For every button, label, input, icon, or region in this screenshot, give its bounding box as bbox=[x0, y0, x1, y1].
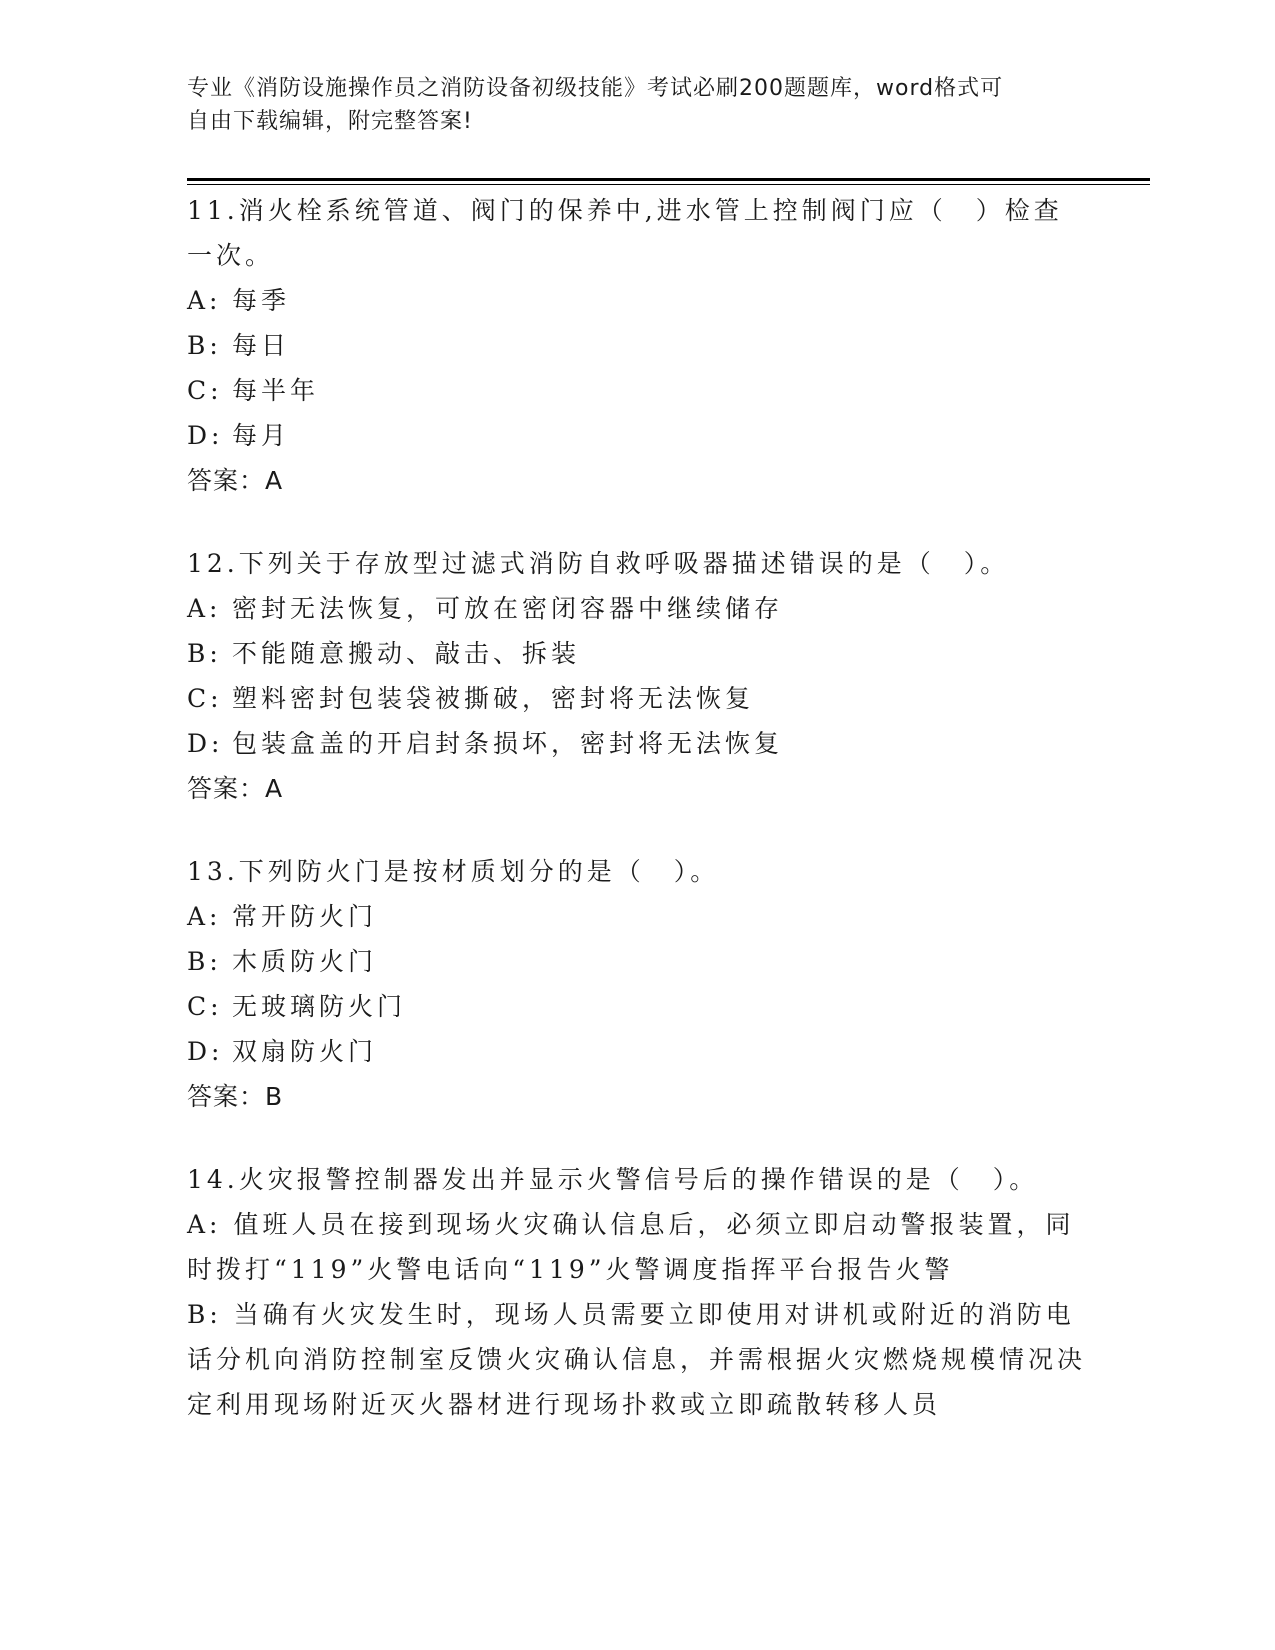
option-text: 每日 bbox=[232, 331, 291, 360]
option-letter: D: bbox=[187, 729, 224, 758]
option-text: 每月 bbox=[232, 421, 291, 450]
question-14 bbox=[187, 1157, 1087, 1427]
option-d bbox=[187, 721, 1087, 766]
option-letter: B: bbox=[187, 331, 222, 360]
option-text: 每半年 bbox=[232, 376, 320, 405]
header-title-line-1: 专业《消防设施操作员之消防设备初级技能》考试必刷200题题库，word格式可 bbox=[187, 76, 1004, 101]
option-b bbox=[187, 939, 1087, 984]
option-text: 不能随意搬动、敲击、拆装 bbox=[232, 639, 581, 668]
option-letter: D: bbox=[187, 421, 224, 450]
option-a bbox=[187, 894, 1087, 939]
question-12 bbox=[187, 541, 1087, 811]
option-text: 双扇防火门 bbox=[232, 1037, 378, 1066]
option-a bbox=[187, 1202, 1087, 1292]
option-text: 木质防火门 bbox=[232, 947, 378, 976]
option-b bbox=[187, 323, 1087, 368]
option-text: 常开防火门 bbox=[232, 902, 378, 931]
question-11 bbox=[187, 188, 1087, 503]
header-title-line-2: 自由下载编辑，附完整答案! bbox=[187, 109, 473, 134]
option-letter: A: bbox=[187, 594, 222, 623]
question-list bbox=[187, 188, 1087, 1465]
option-text: 每季 bbox=[232, 286, 291, 315]
option-text: 密封无法恢复，可放在密闭容器中继续储存 bbox=[232, 594, 784, 623]
option-letter: A: bbox=[187, 902, 222, 931]
option-text: 无玻璃防火门 bbox=[232, 992, 407, 1021]
option-letter: D: bbox=[187, 1037, 224, 1066]
question-stem: 12.下列关于存放型过滤式消防自救呼吸器描述错误的是（ ）。 bbox=[187, 549, 1010, 578]
option-letter: B: bbox=[187, 947, 222, 976]
document-header bbox=[187, 72, 1067, 138]
answer: 答案：A bbox=[187, 466, 284, 495]
option-text: 值班人员在接到现场火灾确认信息后，必须立即启动警报装置，同时拨打“119”火警电话向“119”火警调度指挥平台报告火警 bbox=[187, 1210, 1075, 1284]
option-d bbox=[187, 1029, 1087, 1074]
question-13 bbox=[187, 849, 1087, 1119]
option-letter: C: bbox=[187, 376, 223, 405]
answer: 答案：B bbox=[187, 1082, 284, 1111]
answer: 答案：A bbox=[187, 774, 284, 803]
header-rule-thick bbox=[187, 178, 1150, 181]
option-b bbox=[187, 1292, 1087, 1427]
question-stem: 14.火灾报警控制器发出并显示火警信号后的操作错误的是（ ）。 bbox=[187, 1165, 1039, 1194]
option-letter: A: bbox=[187, 286, 222, 315]
option-letter: C: bbox=[187, 684, 223, 713]
option-c bbox=[187, 368, 1087, 413]
option-d bbox=[187, 413, 1087, 458]
header-rule-thin bbox=[187, 184, 1150, 185]
option-c bbox=[187, 676, 1087, 721]
option-letter: C: bbox=[187, 992, 223, 1021]
option-letter: B: bbox=[187, 639, 222, 668]
option-letter: A: bbox=[187, 1210, 222, 1239]
option-a bbox=[187, 586, 1087, 631]
option-a bbox=[187, 278, 1087, 323]
question-stem: 13.下列防火门是按材质划分的是（ ）。 bbox=[187, 857, 720, 886]
option-b bbox=[187, 631, 1087, 676]
option-text: 塑料密封包装袋被撕破，密封将无法恢复 bbox=[232, 684, 755, 713]
option-letter: B: bbox=[187, 1300, 222, 1329]
question-stem: 11.消火栓系统管道、阀门的保养中,进水管上控制阀门应（ ）检查一次。 bbox=[187, 196, 1063, 270]
option-c bbox=[187, 984, 1087, 1029]
option-text: 包装盒盖的开启封条损坏，密封将无法恢复 bbox=[232, 729, 784, 758]
option-text: 当确有火灾发生时，现场人员需要立即使用对讲机或附近的消防电话分机向消防控制室反馈火灾确认信息，并需根据火灾燃烧规模情况决定利用现场附近灭火器材进行现场扑救或立即疏散转移人员 bbox=[187, 1300, 1087, 1419]
